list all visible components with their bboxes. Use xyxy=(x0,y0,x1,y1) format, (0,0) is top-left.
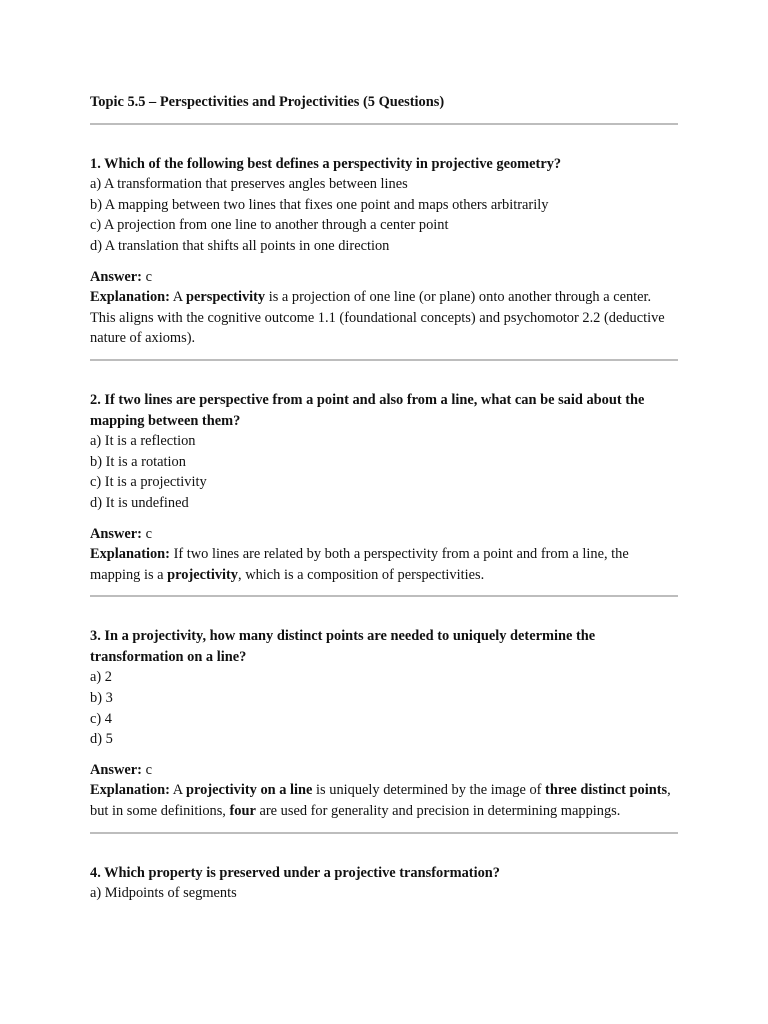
option-a: a) It is a reflection xyxy=(90,433,196,450)
options-list xyxy=(90,174,680,256)
answer-label: Answer: xyxy=(90,761,142,778)
divider xyxy=(90,123,678,125)
explanation-text: A xyxy=(172,782,186,799)
answer-label: Answer: xyxy=(90,525,142,542)
explanation-term: four xyxy=(229,803,256,820)
option-a: a) A transformation that preserves angles between lines xyxy=(90,176,408,193)
document-page xyxy=(90,92,680,904)
answer-value: c xyxy=(145,761,152,778)
explanation-term: projectivity on a line xyxy=(186,782,313,799)
options-list xyxy=(90,431,680,513)
question-1 xyxy=(90,154,680,349)
explanation-text: , but in some definitions, xyxy=(90,782,671,820)
option-b: b) It is a rotation xyxy=(90,453,186,470)
option-c: c) It is a projectivity xyxy=(90,474,207,491)
explanation xyxy=(90,544,680,585)
divider xyxy=(90,832,678,834)
explanation-text: are used for generality and precision in determining mappings. xyxy=(255,803,621,820)
explanation xyxy=(90,287,680,349)
answer-label: Answer: xyxy=(90,268,142,285)
page-title: Topic 5.5 – Perspectivities and Projectivities (5 Questions) xyxy=(90,94,445,110)
answer-line xyxy=(90,267,680,288)
explanation-term: projectivity xyxy=(167,566,239,583)
option-c: c) 4 xyxy=(90,710,112,727)
explanation-label: Explanation: xyxy=(90,289,170,306)
question-text: 4. Which property is preserved under a projective transformation? xyxy=(90,864,500,881)
option-b: b) A mapping between two lines that fixes one point and maps others arbitrarily xyxy=(90,196,549,213)
explanation-text: is a projection of one line (or plane) onto another through a center. This aligns with the cognitive outcome 1.1 (foundational concepts) and psychomotor 2.2 (deductive nature of axioms). xyxy=(90,289,665,347)
options-list xyxy=(90,883,680,904)
question-text: 1. Which of the following best defines a perspectivity in projective geometry? xyxy=(90,155,562,172)
divider xyxy=(90,595,678,597)
option-d: d) 5 xyxy=(90,731,113,748)
answer-line xyxy=(90,524,680,545)
answer-line xyxy=(90,760,680,781)
option-d: d) A translation that shifts all points in one direction xyxy=(90,237,390,254)
explanation-term: three distinct points xyxy=(545,782,668,799)
option-b: b) 3 xyxy=(90,690,113,707)
options-list xyxy=(90,667,680,749)
question-3 xyxy=(90,626,680,821)
explanation-term: perspectivity xyxy=(186,289,266,306)
option-c: c) A projection from one line to another through a center point xyxy=(90,217,449,234)
option-a: a) 2 xyxy=(90,669,112,686)
divider xyxy=(90,359,678,361)
answer-value: c xyxy=(145,268,152,285)
option-d: d) It is undefined xyxy=(90,494,189,511)
answer-value: c xyxy=(145,525,152,542)
question-text: 2. If two lines are perspective from a point and also from a line, what can be said about the mapping between them? xyxy=(90,391,645,429)
explanation-text: is uniquely determined by the image of xyxy=(312,782,546,799)
explanation-text: A xyxy=(172,289,186,306)
explanation xyxy=(90,780,680,821)
explanation-text: If two lines are related by both a perspectivity from a point and from a line, the mapping is a xyxy=(90,546,629,583)
question-4 xyxy=(90,863,680,904)
explanation-label: Explanation: xyxy=(90,782,170,799)
question-2 xyxy=(90,390,680,585)
explanation-text: , which is a composition of perspectivities. xyxy=(238,566,485,583)
option-a: a) Midpoints of segments xyxy=(90,885,237,902)
question-text: 3. In a projectivity, how many distinct points are needed to uniquely determine the transformation on a line? xyxy=(90,628,596,665)
explanation-label: Explanation: xyxy=(90,546,170,563)
